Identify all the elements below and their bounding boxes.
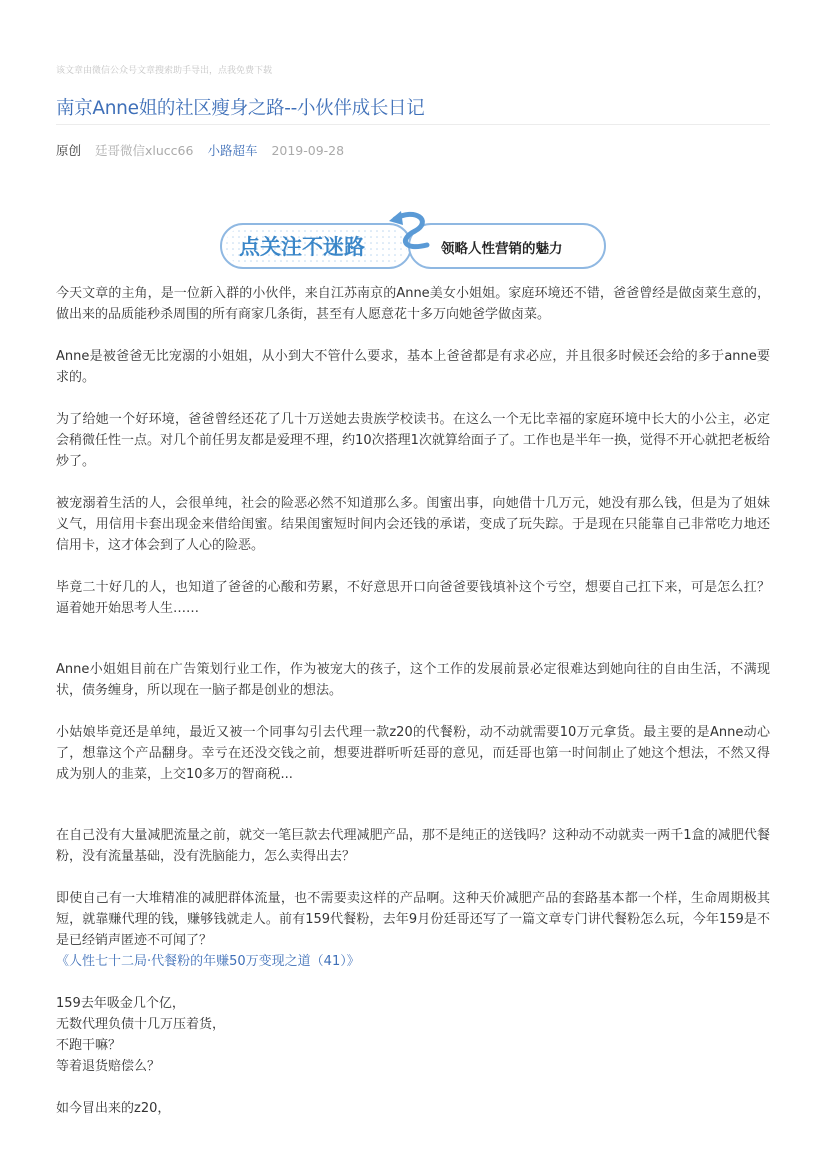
banner-left-text: 点关注不迷路 xyxy=(239,235,365,259)
paragraph: 毕竟二十好几的人，也知道了爸爸的心酸和劳累，不好意思开口向爸爸要钱填补这个亏空，想要自己扛下来，可是怎么扛？逼着她开始思考人生…… xyxy=(56,580,770,616)
paragraph: 今天文章的主角，是一位新入群的小伙伴，来自江苏南京的Anne美女小姐姐。家庭环境还不错，爸爸曾经是做卤菜生意的，做出来的品质能秒杀周围的所有商家几条街，甚至有人愿意花十多万向她爸学做卤菜。 xyxy=(56,286,770,322)
original-label: 原创 xyxy=(56,143,82,158)
article-title: 南京Anne姐的社区瘦身之路--小伙伴成长日记 xyxy=(56,98,425,119)
verse-line: 不跑干嘛？ xyxy=(56,1038,122,1053)
paragraph: Anne是被爸爸无比宠溺的小姐姐，从小到大不管什么要求，基本上爸爸都是有求必应，并且很多时候还会给的多于anne要求的。 xyxy=(56,349,770,385)
follow-banner xyxy=(219,205,609,273)
export-watermark[interactable]: 该文章由微信公众号文章搜索助手导出，点我免费下载 xyxy=(56,66,273,76)
banner-right-text: 领略人性营销的魅力 xyxy=(441,241,563,257)
paragraph: 即使自己有一大堆精准的减肥群体流量，也不需要卖这样的产品啊。这种天价减肥产品的套路基本都一个样，生命周期极其短，就靠赚代理的钱，赚够钱就走人。前有159代餐粉，去年9月份廷哥还写了一篇文章专门讲代餐粉怎么玩，今年159是不是已经销声匿迹不可闻了？ xyxy=(56,891,770,948)
publish-date: 2019-09-28 xyxy=(271,143,345,158)
verse-line: 159去年吸金几个亿， xyxy=(56,996,185,1011)
paragraph: 小姑娘毕竟还是单纯，最近又被一个同事勾引去代理一款z20的代餐粉，动不动就需要10万元拿货。最主要的是Anne动心了，想靠这个产品翻身。幸亏在还没交钱之前，想要进群听听廷哥的意见，而廷哥也第一时间制止了她这个想法，不然又得成为别人的韭菜，上交10多万的智商税... xyxy=(56,725,770,782)
paragraph: Anne小姐姐目前在广告策划行业工作，作为被宠大的孩子，这个工作的发展前景必定很难达到她向往的自由生活，不满现状，债务缠身，所以现在一脑子都是创业的想法。 xyxy=(56,662,770,698)
author-name: 廷哥微信xlucc66 xyxy=(95,143,194,158)
article-body xyxy=(56,283,770,1119)
title-divider xyxy=(56,124,770,125)
paragraph: 如今冒出来的z20， xyxy=(56,1101,171,1116)
paragraph: 在自己没有大量减肥流量之前，就交一笔巨款去代理减肥产品，那不是纯正的送钱吗？这种动不动就卖一两千1盒的减肥代餐粉，没有流量基础，没有洗脑能力，怎么卖得出去？ xyxy=(56,828,770,864)
verse-line: 等着退货赔偿么？ xyxy=(56,1059,161,1074)
article-meta xyxy=(56,141,354,159)
account-link[interactable]: 小路超车 xyxy=(207,143,258,158)
verse-line: 无数代理负债十几万压着货， xyxy=(56,1017,226,1032)
paragraph: 为了给她一个好环境，爸爸曾经还花了几十万送她去贵族学校读书。在这么一个无比幸福的家庭环境中长大的小公主，必定会稍微任性一点。对几个前任男友都是爱理不理，约10次搭理1次就算给面子了。工作也是半年一换，觉得不开心就把老板给炒了。 xyxy=(56,412,770,469)
arrow-head-icon xyxy=(389,211,403,225)
related-article-link[interactable]: 《人性七十二局·代餐粉的年赚50万变现之道（41）》 xyxy=(56,954,360,969)
paragraph: 被宠溺着生活的人，会很单纯，社会的险恶必然不知道那么多。闺蜜出事，向她借十几万元，她没有那么钱，但是为了姐妹义气，用信用卡套出现金来借给闺蜜。结果闺蜜短时间内会还钱的承诺，变成了玩失踪。于是现在只能靠自己非常吃力地还信用卡，这才体会到了人心的险恶。 xyxy=(56,496,770,553)
